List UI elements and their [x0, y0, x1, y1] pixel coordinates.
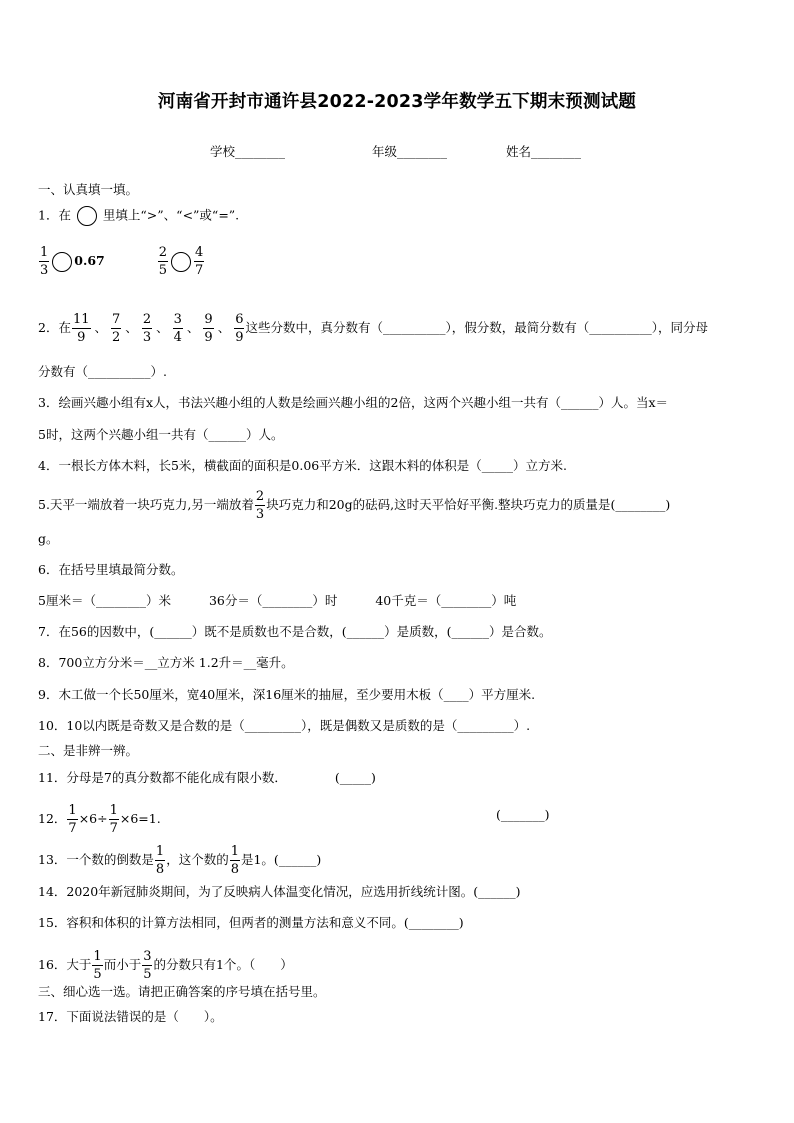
- question-1-suffix: 里填上“>”、“<”或“=”.: [102, 207, 240, 223]
- decimal-value: 0.67: [74, 253, 105, 268]
- question-14: 14．2020年新冠肺炎期间，为了反映病人体温变化情况，应选用折线统计图。(______): [38, 884, 521, 899]
- question-12-end: ×6=1.: [119, 811, 161, 826]
- fraction: $\frac{3}{5}$: [143, 949, 152, 982]
- fraction: $\frac{2}{5}$: [158, 245, 167, 278]
- fraction: $\frac{1}{5}$: [93, 949, 102, 982]
- question-7: 7．在56的因数中，(______）既不是质数也不是合数，(______）是质数，(______）是合数。: [38, 624, 552, 639]
- fraction: $\frac{1}{7}$: [68, 803, 77, 836]
- compare-circle-2[interactable]: [171, 252, 191, 272]
- fraction: $\frac{2}{3}$: [142, 312, 152, 345]
- question-6-line1: 6．在括号里填最简分数。: [38, 562, 184, 577]
- question-17: 17．下面说法错误的是（ ）。: [38, 1009, 223, 1024]
- question-5-suffix: 块巧克力和20g的砝码,这时天平恰好平衡.整块巧克力的质量是(________): [266, 497, 671, 512]
- question-15: 15．容积和体积的计算方法相同，但两者的测量方法和意义不同。(________): [38, 915, 464, 930]
- fraction: $\frac{7}{2}$: [112, 312, 121, 345]
- fraction: $\frac{4}{7}$: [194, 245, 204, 278]
- question-13-mid: ，这个数的: [166, 852, 229, 867]
- question-13-prefix: 13．一个数的倒数是: [38, 852, 154, 867]
- grade-field: 年级________: [372, 144, 448, 159]
- section-heading-2: 二、是非辨一辨。: [38, 743, 139, 758]
- question-5-line2: g。: [38, 531, 59, 546]
- fraction: $\frac{1}{8}$: [230, 844, 239, 877]
- fraction: $\frac{1}{8}$: [155, 844, 165, 877]
- fraction: $\frac{11}{9}$: [72, 312, 90, 345]
- fraction: $\frac{2}{3}$: [255, 489, 265, 522]
- question-13: [38, 845, 321, 876]
- question-16: [38, 950, 293, 981]
- section-heading-3: 三、细心选一选。请把正确答案的序号填在括号里。: [38, 984, 326, 999]
- question-1-items: [38, 246, 205, 277]
- section-heading-1: 一、认真填一填。: [38, 182, 139, 197]
- question-9: 9．木工做一个长50厘米，宽40厘米，深16厘米的抽屉，至少要用木板（____）平方厘米.: [38, 687, 536, 702]
- question-12-answer-paren: (_______): [496, 807, 550, 822]
- question-10: 10．10以内既是奇数又是合数的是（_________），既是偶数又是质数的是（_________）.: [38, 718, 531, 733]
- question-2-line2: 分数有（__________）.: [38, 364, 167, 379]
- question-11-text: 11．分母是7的真分数都不能化成有限小数．: [38, 770, 287, 785]
- question-3-line2: 5时，这两个兴趣小组一共有（______）人。: [38, 427, 284, 442]
- question-6-part-3: 40千克＝（________）吨: [375, 593, 517, 608]
- question-1: [38, 206, 239, 226]
- question-6-part-1: 5厘米＝（________）米: [38, 593, 171, 608]
- question-12-mid: ×6÷: [78, 811, 108, 826]
- question-13-end: 是1。(______): [240, 852, 322, 867]
- question-2: 2．在 $\frac{11}{9}$ 、 $\frac{7}{2}$ 、 $\frac{2}{3}$ 、 $\frac{3}{4}$ 、 $\frac{9}{9}$ 、 $\frac{6}{9}$ 这些分数中，真分数有（__________），假分数，最简分数有（__________），同分母: [38, 312, 708, 345]
- fraction: $\frac{9}{9}$: [204, 312, 213, 345]
- fraction: $\frac{3}{4}$: [173, 312, 182, 345]
- question-16-end: 的分数只有1个。（ ）: [153, 957, 293, 972]
- question-2-prefix: 2．在: [38, 320, 71, 335]
- question-6-parts: [38, 592, 516, 610]
- question-6-part-2: 36分＝（________）时: [208, 593, 338, 608]
- question-5-prefix: 5.天平一端放着一块巧克力,另一端放着: [38, 497, 254, 512]
- question-16-prefix: 16．大于: [38, 957, 92, 972]
- name-field: 姓名________: [506, 144, 582, 159]
- fraction: $\frac{1}{3}$: [40, 245, 49, 278]
- fraction: $\frac{1}{7}$: [109, 803, 118, 836]
- question-16-mid: 而小于: [103, 957, 142, 972]
- school-field: 学校________: [210, 144, 286, 159]
- circle-icon: [77, 206, 97, 226]
- question-1-prefix: 1．在: [38, 207, 71, 223]
- question-5: [38, 490, 670, 521]
- question-12: [38, 804, 161, 835]
- question-4: 4．一根长方体木料，长5米，横截面的面积是0.06平方米．这跟木料的体积是（_____）立方米.: [38, 458, 567, 473]
- question-8: 8．700立方分米＝__立方米 1.2升＝__毫升。: [38, 655, 294, 670]
- fraction: $\frac{6}{9}$: [235, 312, 244, 345]
- question-3-line1: 3．绘画兴趣小组有x人，书法兴趣小组的人数是绘画兴趣小组的2倍，这两个兴趣小组一共有（______）人。当x＝: [38, 395, 669, 410]
- page-title: 河南省开封市通许县2022-2023学年数学五下期末预测试题: [157, 92, 637, 112]
- question-2-suffix: 这些分数中，真分数有（__________），假分数，最简分数有（__________），同分母: [245, 320, 708, 335]
- compare-circle-1[interactable]: [52, 252, 72, 272]
- answer-paren: (_____): [334, 770, 376, 785]
- question-12-prefix: 12．: [38, 811, 67, 826]
- question-11: [38, 769, 376, 787]
